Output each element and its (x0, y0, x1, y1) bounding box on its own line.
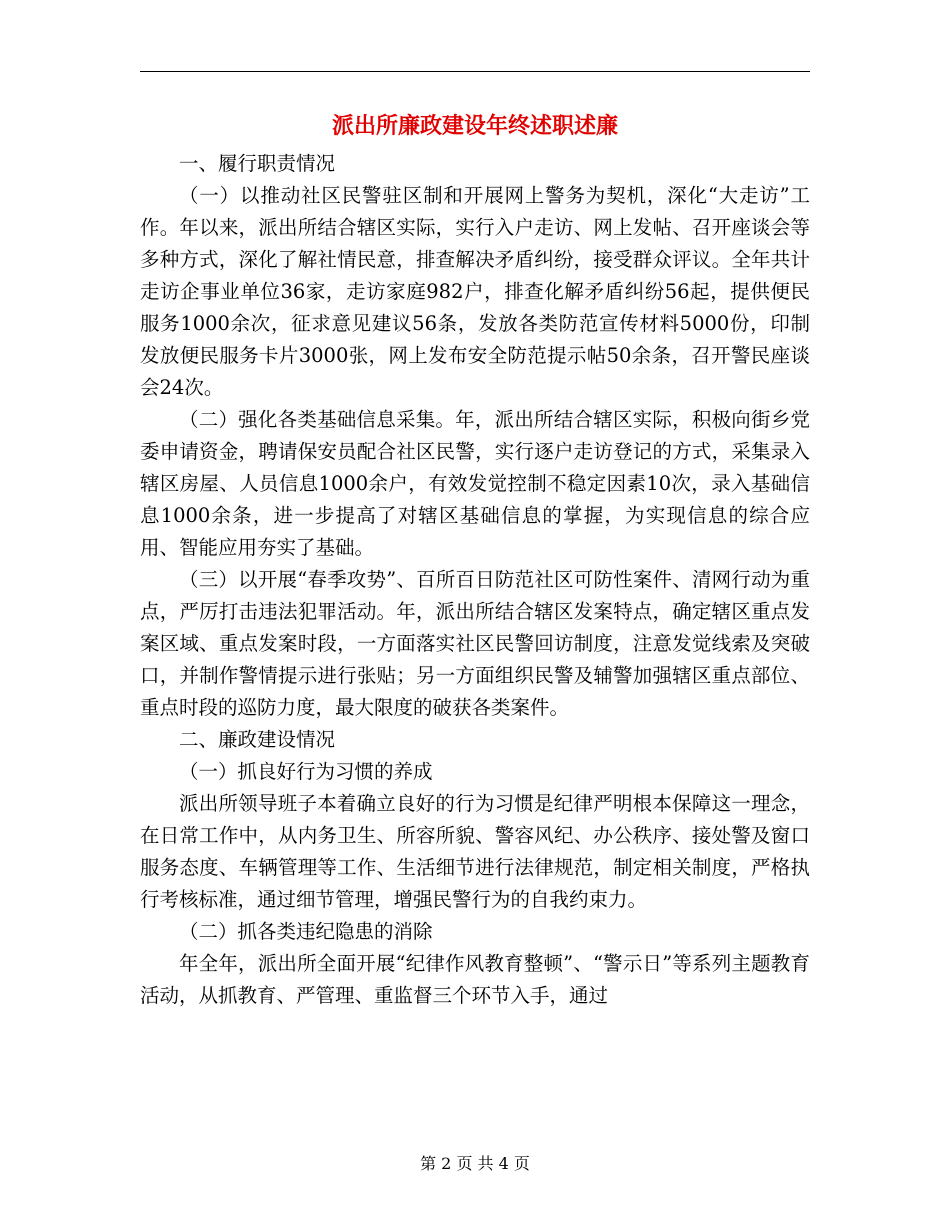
paragraph-duties-1: （一）以推动社区民警驻区制和开展网上警务为契机，深化“大走访”工作。年以来，派出所结合辖区实际，实行入户走访、网上发帖、召开座谈会等多种方式，深化了解社情民意，排查解决矛盾纠纷，接受群众评议。全年共计走访企事业单位36家，走访家庭982户，排查化解矛盾纠纷56起，提供便民服务1000余次，征求意见建议56条，发放各类防范宣传材料5000份，印制发放便民服务卡片3000张，网上发布安全防范提示帖50余条，召开警民座谈会24次。 (140, 184, 810, 399)
paragraph-hazards: 年全年，派出所全面开展“纪律作风教育整顿”、“警示日”等系列主题教育活动，从抓教育、严管理、重监督三个环节入手，通过 (140, 952, 810, 1007)
document-title: 派出所廉政建设年终述职述廉 (331, 113, 618, 139)
page-number-label: 第 2 页 共 4 页 (420, 1154, 530, 1173)
section-heading-duties: 一、履行职责情况 (179, 152, 336, 175)
header-rule (140, 71, 810, 72)
section-heading-integrity: 二、廉政建设情况 (179, 728, 336, 751)
subsection-heading-habits: （一）抓良好行为习惯的养成 (179, 760, 433, 783)
document-body (140, 148, 810, 1012)
subsection-heading-hazards: （二）抓各类违纪隐患的消除 (179, 920, 433, 943)
paragraph-duties-3: （三）以开展“春季攻势”、百所百日防范社区可防性案件、清网行动为重点，严厉打击违法犯罪活动。年，派出所结合辖区发案特点，确定辖区重点发案区域、重点发案时段，一方面落实社区民警回访制度，注意发觉线索及突破口，并制作警情提示进行张贴；另一方面组织民警及辅警加强辖区重点部位、重点时段的巡防力度，最大限度的破获各类案件。 (140, 568, 810, 719)
page-footer (0, 1152, 950, 1176)
paragraph-habits: 派出所领导班子本着确立良好的行为习惯是纪律严明根本保障这一理念，在日常工作中，从内务卫生、所容所貌、警容风纪、办公秩序、接处警及窗口服务态度、车辆管理等工作、生活细节进行法律规范，制定相关制度，严格执行考核标准，通过细节管理，增强民警行为的自我约束力。 (140, 792, 810, 911)
paragraph-duties-2: （二）强化各类基础信息采集。年，派出所结合辖区实际，积极向街乡党委申请资金，聘请保安员配合社区民警，实行逐户走访登记的方式，采集录入辖区房屋、人员信息1000余户，有效发觉控制不稳定因素10次，录入基础信息1000余条，进一步提高了对辖区基础信息的掌握，为实现信息的综合应用、智能应用夯实了基础。 (140, 408, 810, 559)
